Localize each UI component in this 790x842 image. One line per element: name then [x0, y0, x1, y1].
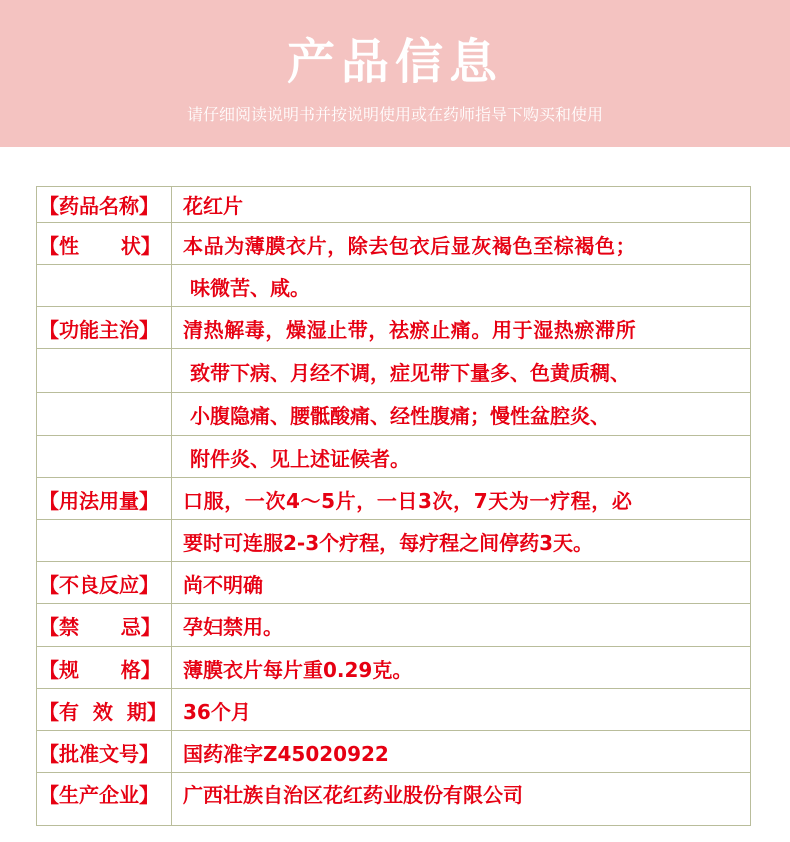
- product-info-table: [36, 186, 751, 826]
- row-label: [37, 520, 172, 562]
- table-row: [37, 392, 750, 436]
- table-row: [37, 435, 750, 478]
- row-label: [37, 349, 172, 393]
- row-label: [37, 265, 172, 307]
- row-label: 【生产企业】: [37, 773, 172, 826]
- table-row: [37, 519, 750, 562]
- row-value: 36个月: [183, 699, 251, 724]
- row-value: 国药准字Z45020922: [183, 741, 389, 766]
- row-label: [37, 436, 172, 478]
- table-row: [37, 348, 750, 393]
- table-row: [37, 646, 750, 689]
- table-row: [37, 561, 750, 604]
- table-row: [37, 187, 750, 222]
- row-value: 花红片: [183, 194, 243, 218]
- row-value: 致带下病、月经不调，症见带下量多、色黄质稠、: [190, 360, 630, 385]
- row-value: 广西壮族自治区花红药业股份有限公司: [183, 783, 523, 807]
- table-row: [37, 222, 750, 265]
- page-title: 产品信息: [286, 34, 503, 90]
- header-banner: [0, 0, 790, 147]
- page-subtitle: 请仔细阅读说明书并按说明使用或在药师指导下购买和使用: [186, 105, 603, 124]
- row-value: 附件炎、见上述证候者。: [190, 446, 410, 471]
- row-label: 【不良反应】: [37, 562, 172, 604]
- row-value: 味微苦、咸。: [190, 275, 310, 300]
- row-label: 【功能主治】: [37, 307, 172, 349]
- table-row: [37, 730, 750, 773]
- row-value: 小腹隐痛、腰骶酸痛、经性腹痛；慢性盆腔炎、: [190, 404, 610, 428]
- row-label: 【用法用量】: [37, 478, 172, 520]
- row-label: 【药品名称】: [37, 187, 172, 222]
- row-value: 薄膜衣片每片重0.29克。: [183, 657, 413, 682]
- row-value: 尚不明确: [183, 572, 263, 597]
- row-label: 【批准文号】: [37, 731, 172, 773]
- row-value: 本品为薄膜衣片，除去包衣后显灰褐色至棕褐色；: [183, 233, 637, 258]
- row-label: 【禁 忌】: [37, 604, 172, 647]
- row-label: 【有 效 期】: [37, 689, 172, 731]
- row-value: 口服，一次4～5片，一日3次，7天为一疗程，必: [183, 488, 633, 513]
- table-row: [37, 477, 750, 520]
- table-row: [37, 772, 750, 826]
- table-row: [37, 264, 750, 307]
- row-label: [37, 393, 172, 436]
- row-value: 孕妇禁用。: [183, 615, 283, 639]
- row-value: 清热解毒，燥湿止带，祛瘀止痛。用于湿热瘀滞所: [183, 317, 637, 342]
- table-row: [37, 688, 750, 731]
- row-label: 【规 格】: [37, 647, 172, 689]
- table-row: [37, 603, 750, 647]
- row-label: 【性 状】: [37, 223, 172, 265]
- table-row: [37, 306, 750, 349]
- row-value: 要时可连服2-3个疗程，每疗程之间停药3天。: [183, 530, 594, 555]
